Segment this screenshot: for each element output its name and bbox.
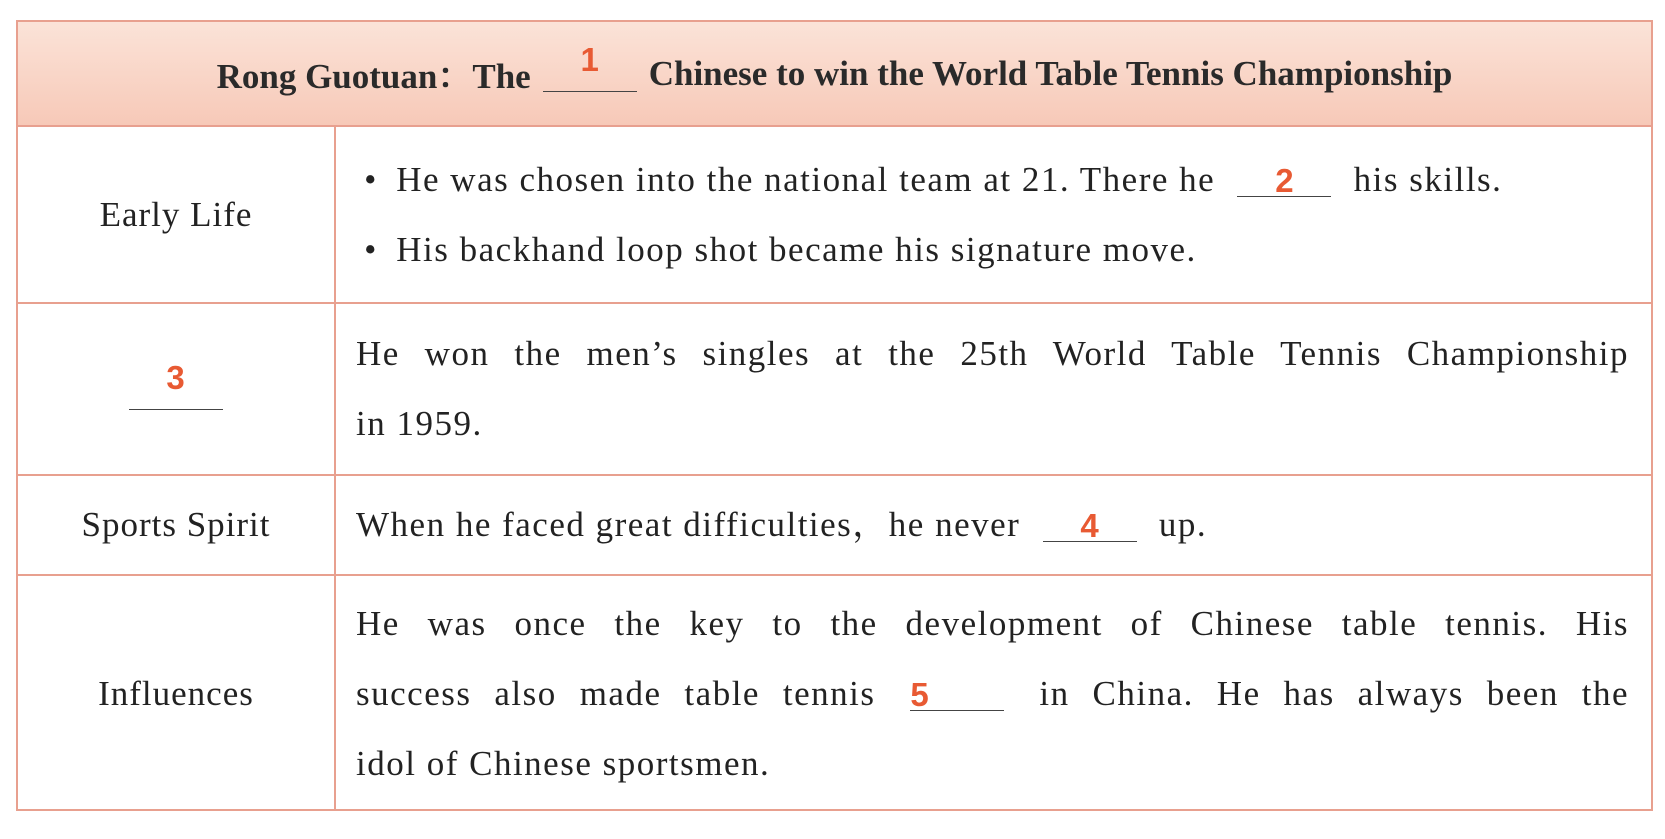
row-content-early-life (336, 127, 1651, 302)
blank-number-4: 4 (1080, 507, 1099, 544)
bullet-item-2 (356, 215, 1629, 285)
bullet-1-text-before: He was chosen into the national team at 21. There he (396, 159, 1216, 199)
blank-number-3: 3 (166, 358, 186, 396)
title-text-before: Rong Guotuan：The (216, 56, 531, 96)
influences-line-2-before: success also made table tennis (356, 673, 876, 713)
sports-spirit-text-before: When he faced great difficulties，he never (356, 505, 1021, 544)
bullet-dot-icon: • (364, 229, 378, 269)
table-row-achievement (18, 304, 1651, 476)
blank-4[interactable] (1043, 505, 1137, 542)
row-label-sports-spirit: Sports Spirit (18, 476, 336, 574)
title-text-after: Chinese to win the World Table Tennis Championship (648, 53, 1453, 93)
table-row-influences (18, 576, 1651, 811)
influences-line-3: idol of Chinese sportsmen. (356, 743, 771, 783)
table-row-sports-spirit (18, 476, 1651, 576)
fill-in-table (16, 20, 1653, 811)
blank-number-1: 1 (580, 41, 599, 78)
achievement-line-1: He won the men’s singles at the 25th World Table Tennis Championship (356, 334, 1629, 373)
achievement-line-2: in 1959. (356, 404, 483, 443)
influences-line-2 (356, 659, 1629, 729)
row-label-influences: Influences (18, 576, 336, 811)
bullet-dot-icon: • (364, 159, 378, 199)
blank-number-2: 2 (1275, 161, 1294, 199)
bullet-2-text: His backhand loop shot became his signature move. (396, 229, 1197, 269)
sports-spirit-text-after: up. (1158, 505, 1208, 544)
row-content-sports-spirit (336, 476, 1651, 574)
row-content-influences (336, 576, 1651, 811)
blank-2[interactable] (1237, 160, 1331, 197)
blank-5[interactable] (910, 674, 1004, 711)
bullet-1-text-after: his skills. (1353, 159, 1503, 199)
row-content-achievement (336, 304, 1651, 474)
blank-number-5: 5 (910, 675, 929, 713)
blank-3[interactable] (129, 358, 223, 410)
influences-line-2-after: in China. He has always been the (1039, 673, 1630, 713)
table-row-early-life (18, 127, 1651, 304)
influences-line-1: He was once the key to the development of Chinese table tennis. His (356, 603, 1629, 643)
blank-1[interactable] (543, 41, 637, 92)
sports-spirit-line (356, 490, 1629, 560)
row-label-early-life: Early Life (18, 127, 336, 302)
table-title (18, 22, 1651, 127)
bullet-item-1 (356, 145, 1629, 215)
row-label-blank-3 (18, 304, 336, 474)
